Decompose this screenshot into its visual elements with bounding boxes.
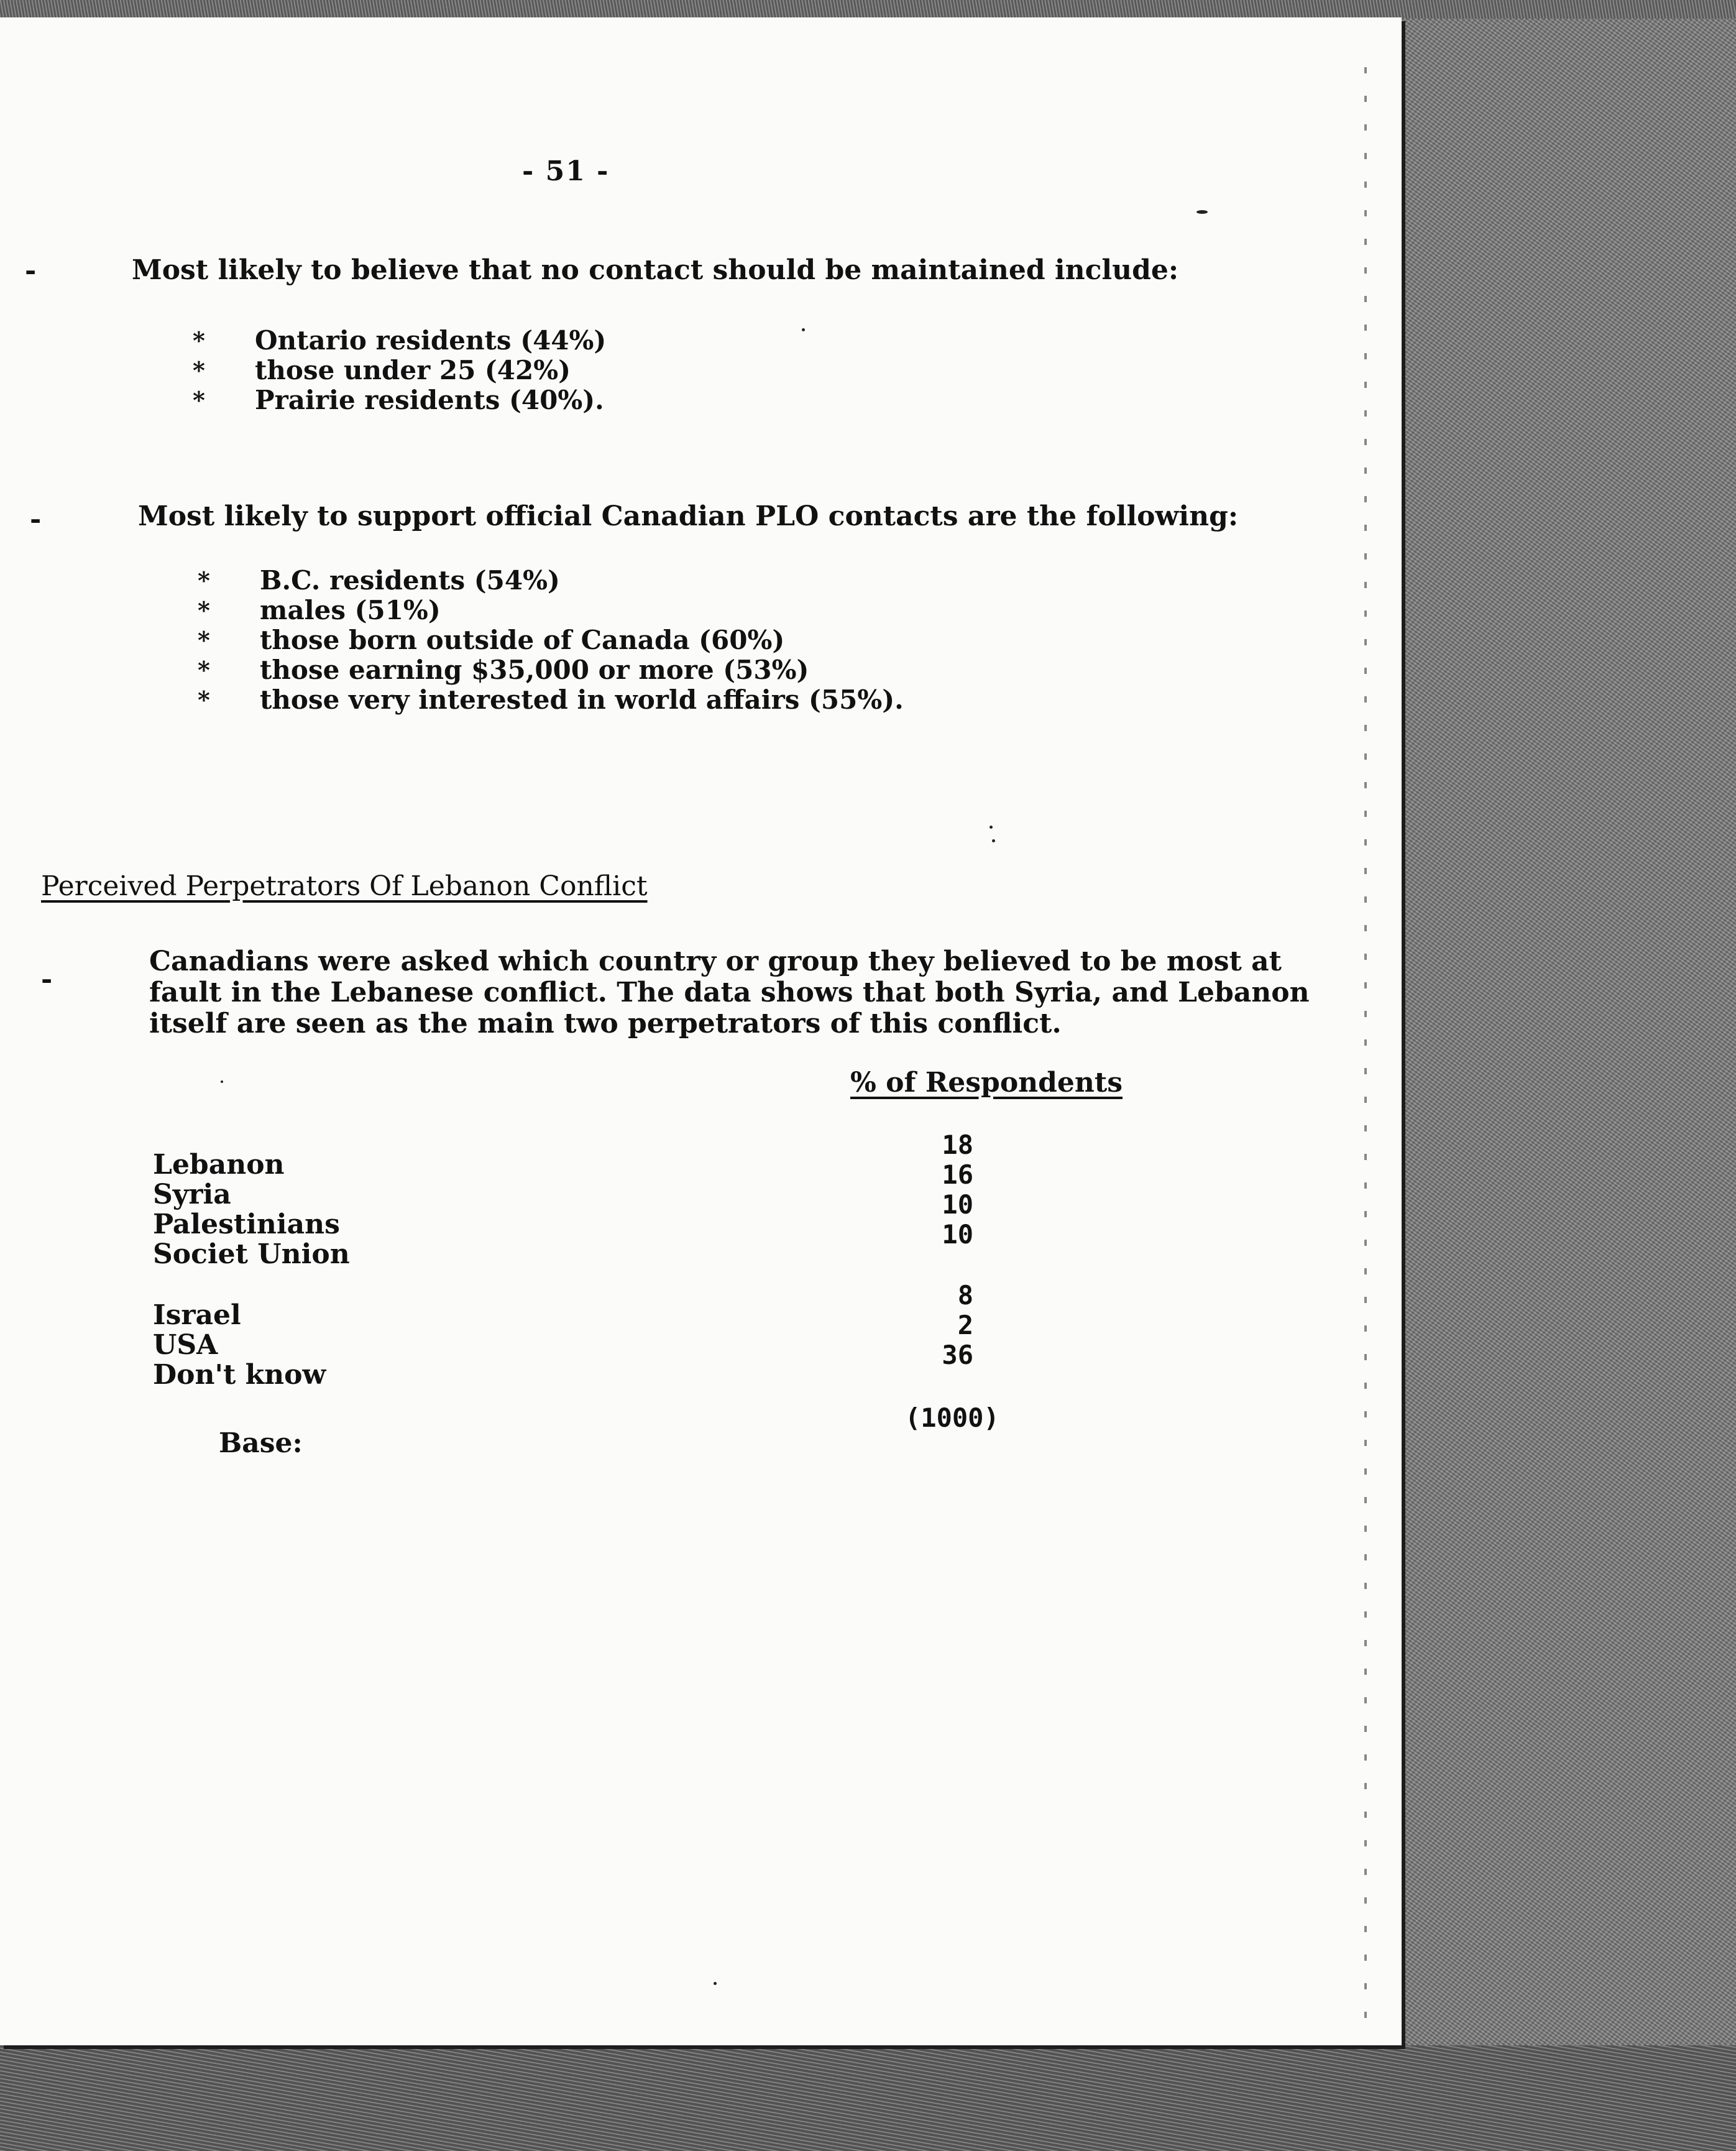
asterisk-icon: * bbox=[198, 566, 210, 594]
paragraph-line: itself are seen as the main two perpetrators of this conflict. bbox=[149, 1008, 1062, 1039]
asterisk-icon: * bbox=[198, 626, 210, 654]
table-column-header: % of Respondents bbox=[850, 1067, 1123, 1099]
asterisk-icon: * bbox=[193, 326, 205, 354]
scan-speck bbox=[714, 1982, 717, 1985]
section2-intro: Most likely to support official Canadian PLO contacts are the following: bbox=[138, 500, 1239, 532]
table-row-label: Palestinians bbox=[153, 1209, 340, 1240]
section2-bullet-list bbox=[198, 566, 904, 715]
asterisk-icon: * bbox=[193, 386, 205, 414]
list-item: * those very interested in world affairs (55%). bbox=[198, 684, 904, 715]
table-cell-value: 2 bbox=[957, 1310, 973, 1340]
table-cell-value: 10 bbox=[942, 1189, 973, 1220]
section1-bullet-list bbox=[193, 326, 606, 415]
list-item: * males (51%) bbox=[198, 595, 441, 625]
paragraph-line: fault in the Lebanese conflict. The data shows that both Syria, and Lebanon bbox=[149, 977, 1310, 1008]
asterisk-icon: * bbox=[193, 356, 205, 384]
table-row-label: Don't know bbox=[153, 1359, 326, 1391]
list-item: * Ontario residents (44%) bbox=[193, 325, 607, 356]
scan-speck bbox=[221, 1080, 223, 1083]
paragraph-line: Canadians were asked which country or group they believed to be most at bbox=[149, 946, 1282, 977]
page-number: - 51 - bbox=[522, 155, 610, 187]
asterisk-icon: * bbox=[198, 596, 210, 624]
table-cell-value: 18 bbox=[942, 1130, 973, 1160]
table-row-label: Syria bbox=[153, 1179, 231, 1210]
table-cell-value: 10 bbox=[942, 1219, 973, 1250]
scan-speck bbox=[802, 328, 805, 331]
section-heading: Perceived Perpetrators Of Lebanon Conflict bbox=[41, 870, 648, 902]
scan-background-top bbox=[0, 0, 1736, 19]
table-cell-value: 36 bbox=[942, 1340, 973, 1370]
section3-dash: - bbox=[41, 964, 53, 995]
asterisk-icon: * bbox=[198, 656, 210, 684]
list-item: * those earning $35,000 or more (53%) bbox=[198, 655, 809, 685]
table-row-label: Israel bbox=[153, 1299, 241, 1331]
document-page bbox=[0, 17, 1402, 2045]
section1-dash: - bbox=[25, 255, 37, 287]
scan-speck bbox=[990, 826, 993, 829]
scan-speck bbox=[1196, 210, 1208, 214]
table-row-label: Lebanon bbox=[153, 1149, 285, 1181]
list-item: * B.C. residents (54%) bbox=[198, 565, 560, 596]
page-edge-marks bbox=[1364, 67, 1367, 2025]
list-item: * those under 25 (42%) bbox=[193, 355, 571, 385]
list-item: * Prairie residents (40%). bbox=[193, 385, 604, 415]
scan-speck bbox=[992, 839, 995, 842]
scan-background-bottom bbox=[0, 2045, 1736, 2151]
table-cell-value: 8 bbox=[957, 1280, 973, 1310]
list-item: * those born outside of Canada (60%) bbox=[198, 625, 785, 655]
section3-paragraph bbox=[149, 946, 1310, 1039]
section2-dash: - bbox=[30, 504, 42, 535]
base-label: Base: bbox=[219, 1427, 303, 1459]
asterisk-icon: * bbox=[198, 686, 210, 714]
table-cell-value: 16 bbox=[942, 1159, 973, 1190]
section1-intro: Most likely to believe that no contact should be maintained include: bbox=[132, 254, 1179, 286]
scan-background-right bbox=[1392, 0, 1736, 2151]
base-value: (1000) bbox=[905, 1403, 999, 1433]
table-row-label: Societ Union bbox=[153, 1238, 350, 1270]
table-row-label: USA bbox=[153, 1329, 218, 1361]
